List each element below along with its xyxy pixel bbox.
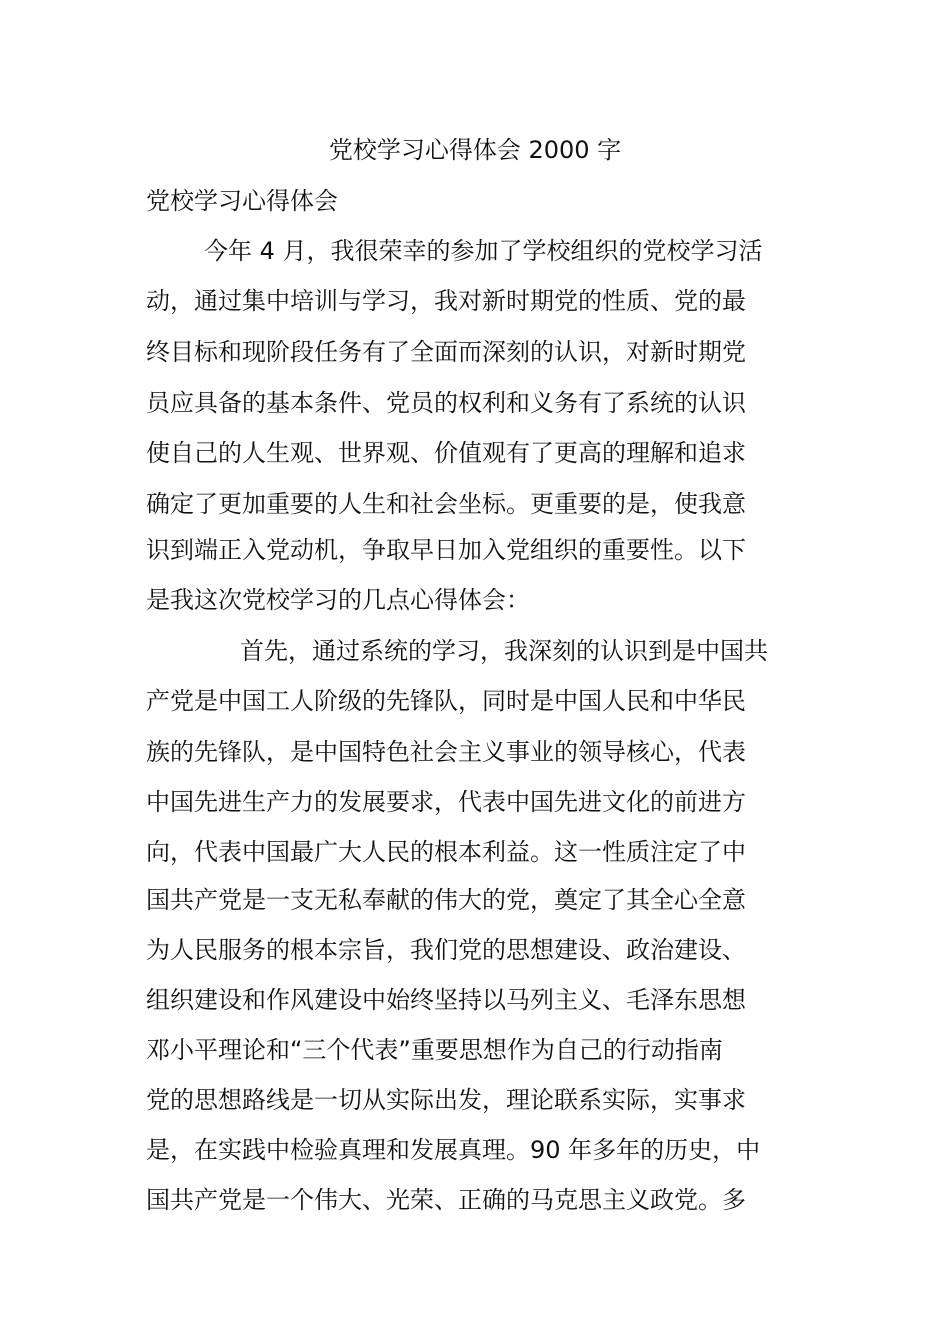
paragraph-line: 党的思想路线是一切从实际出发，理论联系实际，实事求 — [146, 1086, 746, 1114]
paragraph-line: 组织建设和作风建设中始终坚持以马列主义、毛泽东思想 — [146, 986, 746, 1014]
paragraph-line: 首先，通过系统的学习，我深刻的认识到是中国共 — [240, 637, 768, 665]
paragraph-line: 是，在实践中检验真理和发展真理。90 年多年的历史，中 — [146, 1136, 761, 1164]
paragraph-line: 今年 4 月，我很荣幸的参加了学校组织的党校学习活 — [204, 237, 763, 265]
paragraph-line: 向，代表中国最广大人民的根本利益。这一性质注定了中 — [146, 838, 746, 866]
paragraph-line: 族的先锋队，是中国特色社会主义事业的领导核心，代表 — [146, 738, 746, 766]
paragraph-line: 确定了更加重要的人生和社会坐标。更重要的是，使我意 — [146, 490, 746, 518]
document-title: 党校学习心得体会 2000 字 — [328, 136, 622, 164]
paragraph-line: 识到端正入党动机，争取早日加入党组织的重要性。以下 — [146, 536, 746, 564]
paragraph-line: 动，通过集中培训与学习，我对新时期党的性质、党的最 — [146, 287, 746, 315]
paragraph-line: 使自己的人生观、世界观、价值观有了更高的理解和追求 — [146, 439, 746, 467]
paragraph-line: 员应具备的基本条件、党员的权利和义务有了系统的认识 — [146, 389, 746, 417]
paragraph-line: 邓小平理论和“三个代表”重要思想作为自己的行动指南 — [146, 1036, 723, 1064]
paragraph-line: 终目标和现阶段任务有了全面而深刻的认识，对新时期党 — [146, 338, 746, 366]
paragraph-line: 为人民服务的根本宗旨，我们党的思想建设、政治建设、 — [146, 936, 746, 964]
paragraph-line: 国共产党是一个伟大、光荣、正确的马克思主义政党。多 — [146, 1186, 746, 1214]
paragraph-line: 国共产党是一支无私奉献的伟大的党，奠定了其全心全意 — [146, 886, 746, 914]
paragraph-line: 产党是中国工人阶级的先锋队，同时是中国人民和中华民 — [146, 687, 746, 715]
document-subheading: 党校学习心得体会 — [146, 187, 338, 215]
paragraph-line: 是我这次党校学习的几点心得体会： — [146, 586, 530, 614]
paragraph-line: 中国先进生产力的发展要求，代表中国先进文化的前进方 — [146, 788, 746, 816]
